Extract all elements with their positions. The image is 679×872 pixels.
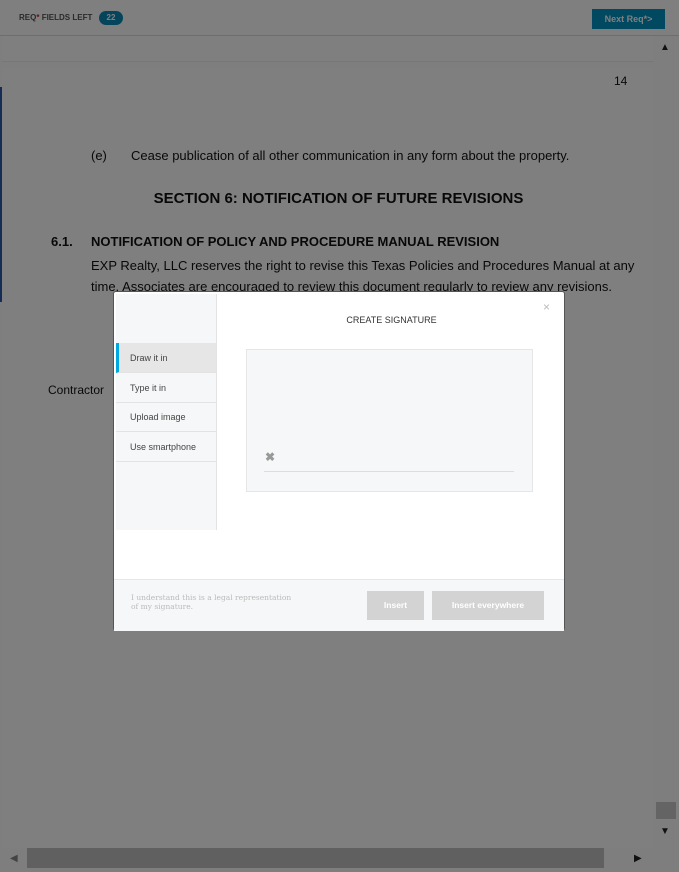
insert-everywhere-button[interactable]: Insert everywhere bbox=[432, 591, 544, 620]
legal-line: I understand this is a legal representation bbox=[131, 593, 292, 602]
create-signature-dialog bbox=[113, 291, 565, 631]
signature-x-icon: ✖ bbox=[265, 450, 276, 464]
signature-method-tabs bbox=[116, 294, 217, 530]
tab-type-it-in[interactable]: Type it in bbox=[116, 373, 216, 403]
signature-baseline bbox=[264, 471, 514, 472]
dialog-title: CREATE SIGNATURE bbox=[346, 315, 437, 325]
legal-line: of my signature. bbox=[131, 602, 194, 611]
dialog-footer bbox=[114, 579, 564, 631]
tab-draw-it-in[interactable]: Draw it in bbox=[116, 343, 216, 373]
tab-use-smartphone[interactable]: Use smartphone bbox=[116, 432, 216, 462]
signature-draw-pad[interactable] bbox=[246, 349, 533, 492]
tab-upload-image[interactable]: Upload image bbox=[116, 402, 216, 432]
close-icon[interactable]: × bbox=[543, 300, 551, 314]
legal-notice bbox=[131, 593, 291, 611]
insert-button[interactable]: Insert bbox=[367, 591, 424, 620]
